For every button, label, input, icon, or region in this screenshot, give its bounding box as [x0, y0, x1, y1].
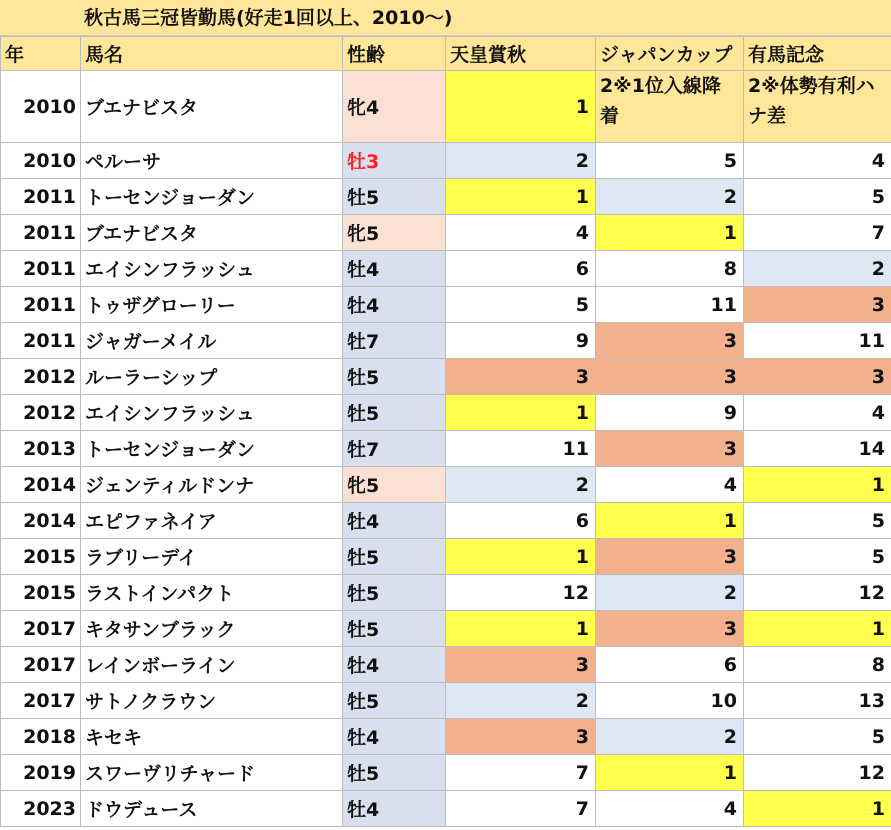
- cell-horse-name[interactable]: スワーヴリチャード: [81, 755, 343, 791]
- cell-sex-age[interactable]: 牡4: [343, 251, 446, 287]
- table-row: [1, 503, 891, 539]
- table-row: [1, 647, 891, 683]
- cell-japan-cup[interactable]: 9: [596, 395, 744, 431]
- table-row: [1, 791, 891, 827]
- cell-japan-cup[interactable]: 3: [596, 359, 744, 395]
- cell-tenno-sho[interactable]: 3: [446, 359, 596, 395]
- cell-tenno-sho[interactable]: 4: [446, 215, 596, 251]
- header-row: [1, 37, 891, 71]
- cell-tenno-sho[interactable]: 2: [446, 683, 596, 719]
- table-row: [1, 287, 891, 323]
- cell-horse-name[interactable]: キタサンブラック: [81, 611, 343, 647]
- cell-year[interactable]: 2011: [1, 287, 81, 323]
- cell-tenno-sho[interactable]: 3: [446, 719, 596, 755]
- table-row: [1, 395, 891, 431]
- cell-tenno-sho[interactable]: 12: [446, 575, 596, 611]
- header-sex-age[interactable]: 性齢: [343, 37, 446, 71]
- cell-tenno-sho[interactable]: 2: [446, 143, 596, 179]
- cell-sex-age[interactable]: 牡4: [343, 503, 446, 539]
- table-row: [1, 611, 891, 647]
- cell-year[interactable]: 2014: [1, 467, 81, 503]
- table-row: [1, 179, 891, 215]
- cell-year[interactable]: 2011: [1, 215, 81, 251]
- cell-sex-age[interactable]: 牡5: [343, 179, 446, 215]
- table-row: [1, 71, 891, 143]
- cell-sex-age[interactable]: 牡3: [343, 143, 446, 179]
- cell-horse-name[interactable]: ラストインパクト: [81, 575, 343, 611]
- cell-horse-name[interactable]: サトノクラウン: [81, 683, 343, 719]
- cell-arima[interactable]: 3: [744, 359, 891, 395]
- cell-year[interactable]: 2015: [1, 575, 81, 611]
- cell-sex-age[interactable]: 牡7: [343, 323, 446, 359]
- cell-japan-cup[interactable]: 10: [596, 683, 744, 719]
- cell-japan-cup[interactable]: 4: [596, 791, 744, 827]
- title-bar: [0, 0, 891, 36]
- cell-year[interactable]: 2018: [1, 719, 81, 755]
- cell-sex-age[interactable]: 牡5: [343, 539, 446, 575]
- cell-japan-cup[interactable]: 1: [596, 215, 744, 251]
- cell-arima[interactable]: 14: [744, 431, 891, 467]
- cell-japan-cup[interactable]: 2: [596, 179, 744, 215]
- cell-tenno-sho[interactable]: 1: [446, 71, 596, 143]
- cell-horse-name[interactable]: ブエナビスタ: [81, 215, 343, 251]
- cell-tenno-sho[interactable]: 5: [446, 287, 596, 323]
- cell-arima[interactable]: 1: [744, 791, 891, 827]
- cell-arima[interactable]: 5: [744, 539, 891, 575]
- cell-year[interactable]: 2014: [1, 503, 81, 539]
- cell-tenno-sho[interactable]: 11: [446, 431, 596, 467]
- cell-japan-cup[interactable]: 11: [596, 287, 744, 323]
- header-arima[interactable]: 有馬記念: [744, 37, 891, 71]
- cell-horse-name[interactable]: トーセンジョーダン: [81, 431, 343, 467]
- cell-sex-age[interactable]: 牡5: [343, 683, 446, 719]
- cell-tenno-sho[interactable]: 1: [446, 611, 596, 647]
- cell-japan-cup[interactable]: 3: [596, 323, 744, 359]
- cell-sex-age[interactable]: 牡4: [343, 647, 446, 683]
- cell-year[interactable]: 2011: [1, 179, 81, 215]
- table-row: [1, 755, 891, 791]
- table-row: [1, 359, 891, 395]
- table-row: [1, 431, 891, 467]
- cell-sex-age[interactable]: 牡5: [343, 395, 446, 431]
- cell-japan-cup[interactable]: 8: [596, 251, 744, 287]
- cell-arima[interactable]: 5: [744, 503, 891, 539]
- cell-horse-name[interactable]: エイシンフラッシュ: [81, 395, 343, 431]
- table-row: [1, 215, 891, 251]
- table-row: [1, 323, 891, 359]
- cell-sex-age[interactable]: 牡5: [343, 359, 446, 395]
- table-row: [1, 251, 891, 287]
- cell-arima[interactable]: 12: [744, 755, 891, 791]
- cell-sex-age[interactable]: 牝5: [343, 215, 446, 251]
- cell-year[interactable]: 2011: [1, 251, 81, 287]
- cell-japan-cup[interactable]: 3: [596, 611, 744, 647]
- cell-tenno-sho[interactable]: 3: [446, 647, 596, 683]
- cell-arima[interactable]: 3: [744, 287, 891, 323]
- table-body: [1, 71, 891, 827]
- cell-arima[interactable]: 5: [744, 719, 891, 755]
- cell-year[interactable]: 2013: [1, 431, 81, 467]
- cell-tenno-sho[interactable]: 1: [446, 179, 596, 215]
- cell-sex-age[interactable]: 牝4: [343, 71, 446, 143]
- cell-arima[interactable]: 12: [744, 575, 891, 611]
- cell-horse-name[interactable]: ルーラーシップ: [81, 359, 343, 395]
- cell-horse-name[interactable]: エピファネイア: [81, 503, 343, 539]
- cell-year[interactable]: 2017: [1, 683, 81, 719]
- cell-arima[interactable]: 2※体勢有利ハナ差: [744, 71, 891, 143]
- cell-horse-name[interactable]: ブエナビスタ: [81, 71, 343, 143]
- cell-arima[interactable]: 4: [744, 395, 891, 431]
- cell-horse-name[interactable]: ドウデュース: [81, 791, 343, 827]
- cell-year[interactable]: 2023: [1, 791, 81, 827]
- cell-year[interactable]: 2010: [1, 71, 81, 143]
- cell-arima[interactable]: 11: [744, 323, 891, 359]
- cell-japan-cup[interactable]: 1: [596, 503, 744, 539]
- cell-year[interactable]: 2012: [1, 359, 81, 395]
- cell-year[interactable]: 2019: [1, 755, 81, 791]
- cell-year[interactable]: 2010: [1, 143, 81, 179]
- cell-year[interactable]: 2017: [1, 611, 81, 647]
- cell-horse-name[interactable]: トゥザグローリー: [81, 287, 343, 323]
- cell-horse-name[interactable]: トーセンジョーダン: [81, 179, 343, 215]
- cell-tenno-sho[interactable]: 9: [446, 323, 596, 359]
- cell-horse-name[interactable]: ラブリーデイ: [81, 539, 343, 575]
- cell-horse-name[interactable]: キセキ: [81, 719, 343, 755]
- cell-tenno-sho[interactable]: 2: [446, 467, 596, 503]
- cell-arima[interactable]: 7: [744, 215, 891, 251]
- header-japan-cup[interactable]: ジャパンカップ: [596, 37, 744, 71]
- cell-arima[interactable]: 13: [744, 683, 891, 719]
- cell-sex-age[interactable]: 牡5: [343, 755, 446, 791]
- cell-sex-age[interactable]: 牡4: [343, 719, 446, 755]
- cell-arima[interactable]: 4: [744, 143, 891, 179]
- cell-arima[interactable]: 1: [744, 467, 891, 503]
- sheet-title: 秋古馬三冠皆勤馬(好走1回以上、2010〜): [84, 7, 453, 29]
- cell-arima[interactable]: 1: [744, 611, 891, 647]
- header-name[interactable]: 馬名: [81, 37, 343, 71]
- cell-japan-cup[interactable]: 6: [596, 647, 744, 683]
- table-row: [1, 143, 891, 179]
- table-row: [1, 719, 891, 755]
- cell-year[interactable]: 2012: [1, 395, 81, 431]
- cell-arima[interactable]: 5: [744, 179, 891, 215]
- cell-year[interactable]: 2011: [1, 323, 81, 359]
- cell-arima[interactable]: 8: [744, 647, 891, 683]
- cell-horse-name[interactable]: エイシンフラッシュ: [81, 251, 343, 287]
- cell-tenno-sho[interactable]: 1: [446, 395, 596, 431]
- header-tenno-sho[interactable]: 天皇賞秋: [446, 37, 596, 71]
- cell-horse-name[interactable]: ジャガーメイル: [81, 323, 343, 359]
- cell-japan-cup[interactable]: 2: [596, 719, 744, 755]
- cell-tenno-sho[interactable]: 6: [446, 503, 596, 539]
- header-year[interactable]: 年: [1, 37, 81, 71]
- cell-japan-cup[interactable]: 3: [596, 539, 744, 575]
- cell-horse-name[interactable]: ペルーサ: [81, 143, 343, 179]
- cell-sex-age[interactable]: 牝5: [343, 467, 446, 503]
- cell-sex-age[interactable]: 牡4: [343, 287, 446, 323]
- cell-tenno-sho[interactable]: 1: [446, 539, 596, 575]
- cell-sex-age[interactable]: 牡7: [343, 431, 446, 467]
- cell-sex-age[interactable]: 牡4: [343, 791, 446, 827]
- cell-japan-cup[interactable]: 2: [596, 575, 744, 611]
- table-row: [1, 467, 891, 503]
- cell-horse-name[interactable]: レインボーライン: [81, 647, 343, 683]
- cell-horse-name[interactable]: ジェンティルドンナ: [81, 467, 343, 503]
- cell-sex-age[interactable]: 牡5: [343, 575, 446, 611]
- table-row: [1, 575, 891, 611]
- cell-japan-cup[interactable]: 2※1位入線降着: [596, 71, 744, 143]
- results-table: [0, 36, 891, 827]
- cell-japan-cup[interactable]: 3: [596, 431, 744, 467]
- cell-japan-cup[interactable]: 4: [596, 467, 744, 503]
- cell-tenno-sho[interactable]: 7: [446, 791, 596, 827]
- cell-arima[interactable]: 2: [744, 251, 891, 287]
- cell-year[interactable]: 2017: [1, 647, 81, 683]
- cell-japan-cup[interactable]: 1: [596, 755, 744, 791]
- cell-year[interactable]: 2015: [1, 539, 81, 575]
- cell-japan-cup[interactable]: 5: [596, 143, 744, 179]
- table-row: [1, 683, 891, 719]
- table-row: [1, 539, 891, 575]
- cell-tenno-sho[interactable]: 7: [446, 755, 596, 791]
- cell-sex-age[interactable]: 牡5: [343, 611, 446, 647]
- cell-tenno-sho[interactable]: 6: [446, 251, 596, 287]
